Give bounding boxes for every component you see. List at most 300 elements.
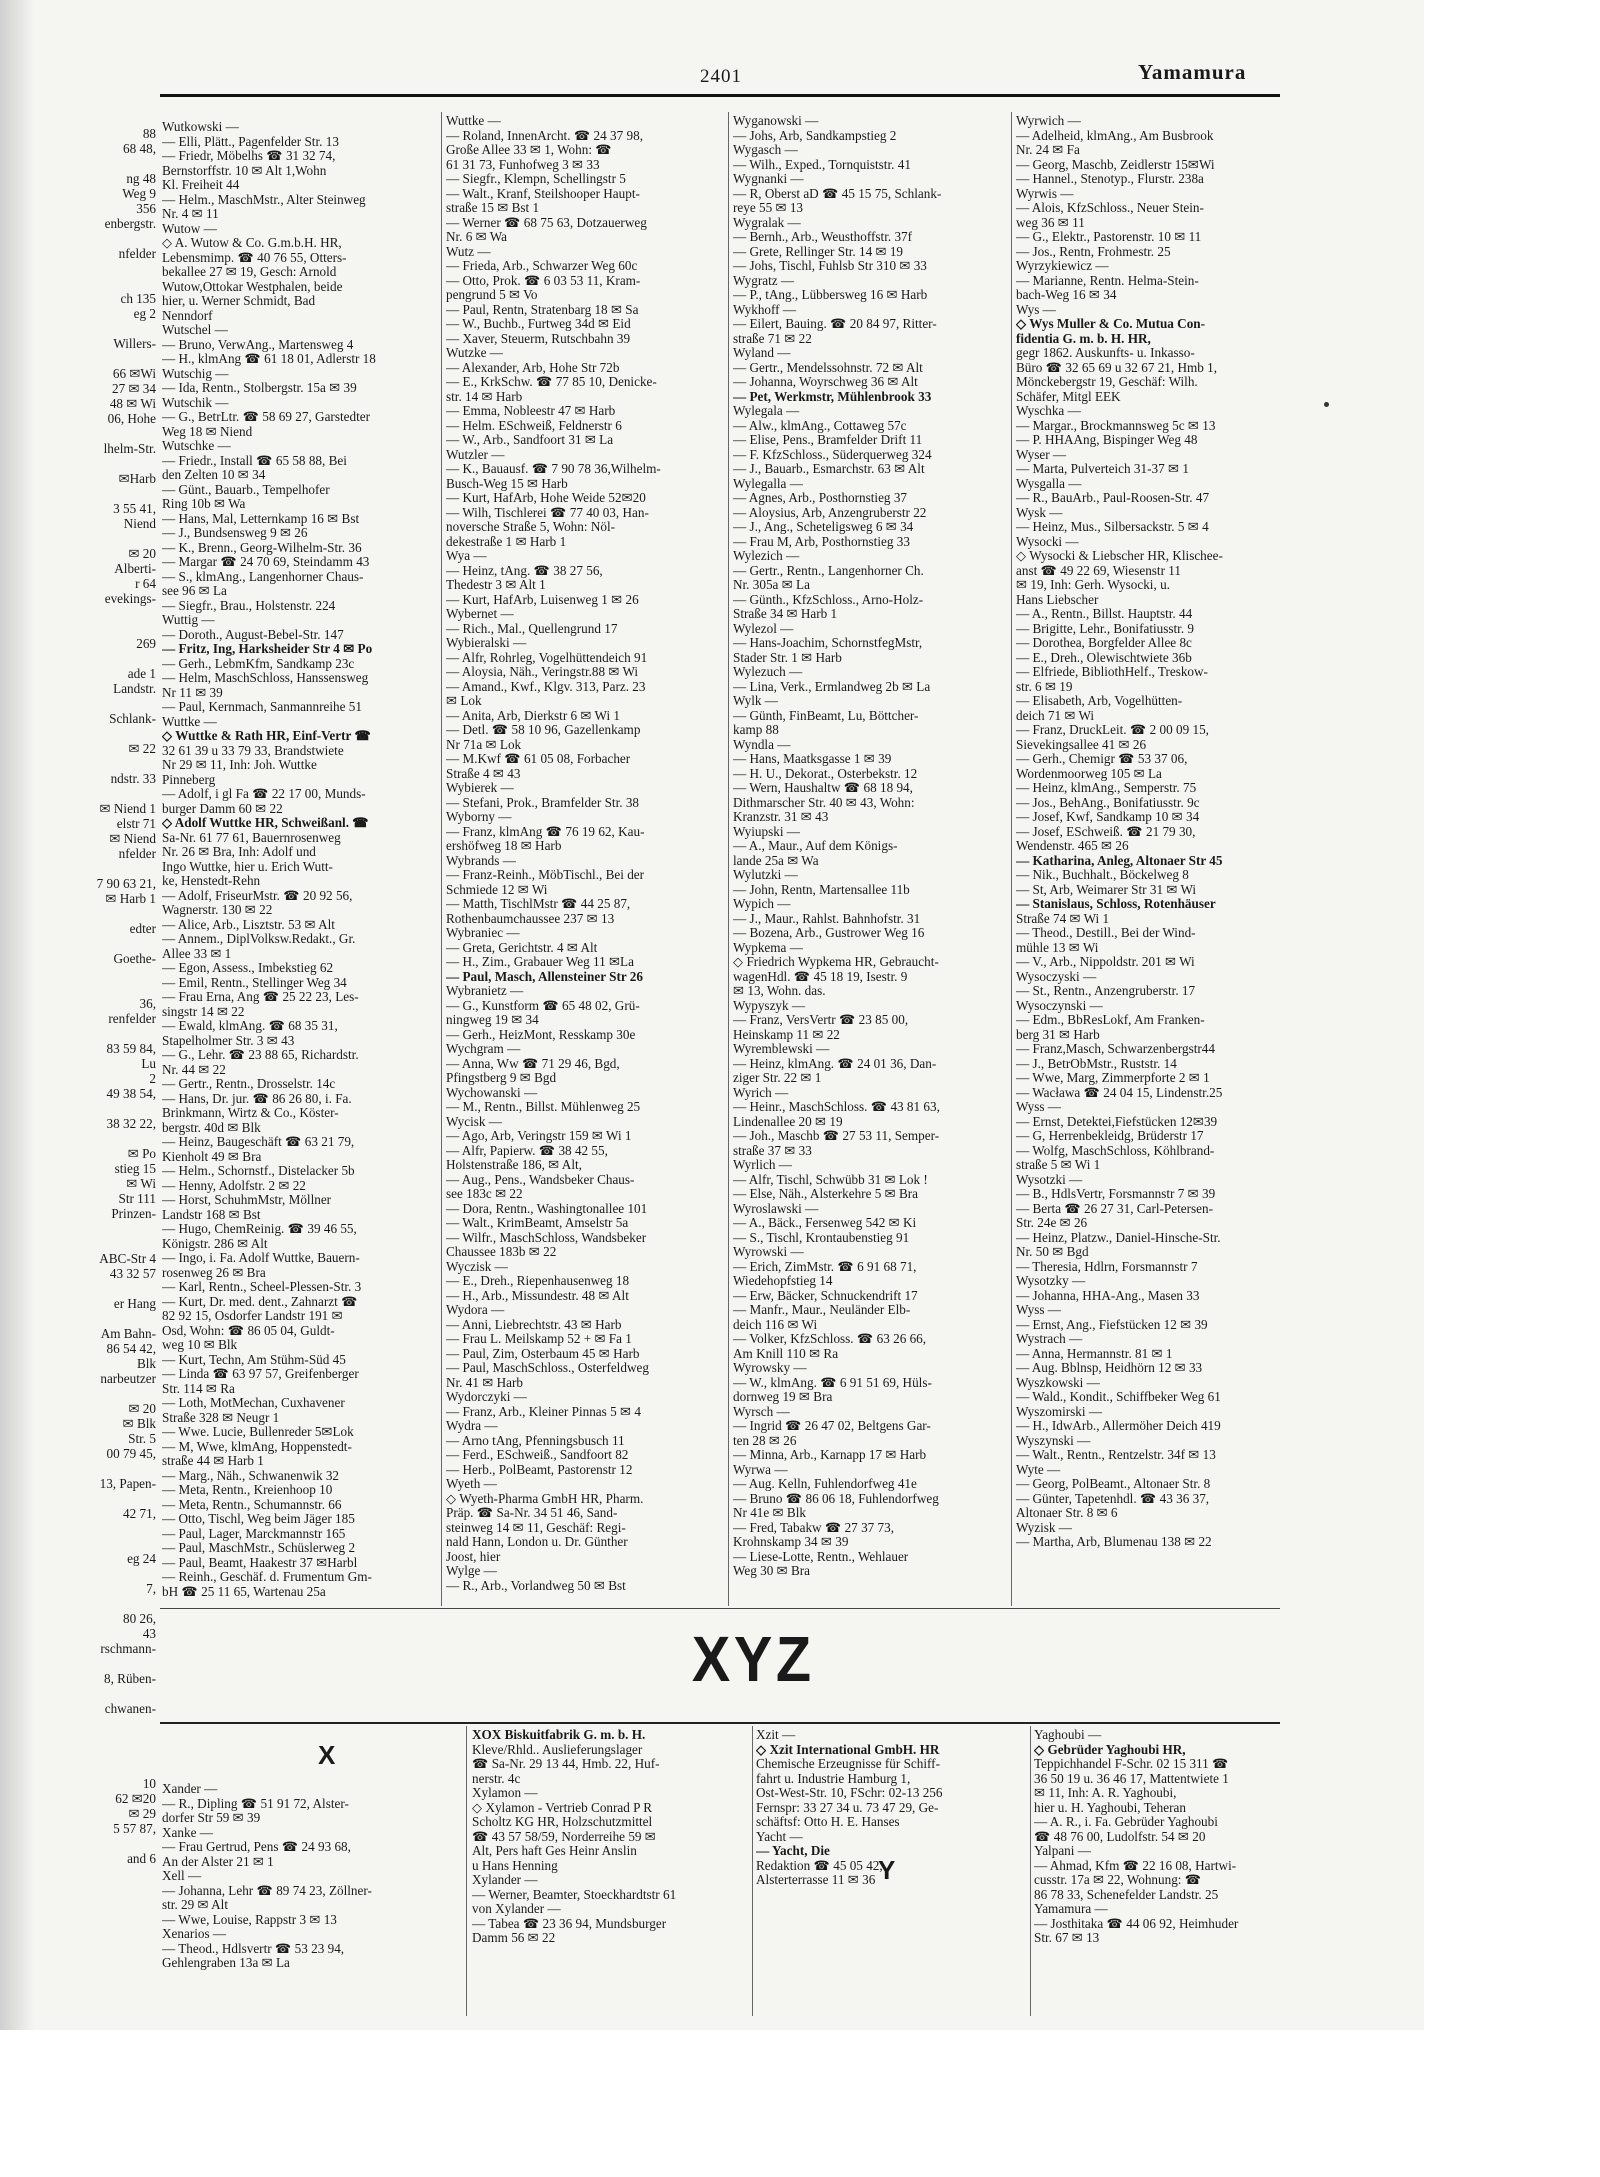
directory-entry: — Heinz, klmAng. ☎ 24 01 36, Dan- [733, 1056, 937, 1071]
entry-continuation: ten 28 ✉ 26 [733, 1433, 797, 1448]
surname-heading: Wybraniec — [446, 926, 520, 940]
entry-continuation: Schäfer, Mitgl EEK [1016, 389, 1121, 404]
directory-entry: — R., Dipling ☎ 51 91 72, Alster- [162, 1796, 349, 1811]
directory-entry: — K., Brenn., Georg-Wilhelm-Str. 36 [162, 540, 362, 555]
surname-heading: Wysotzki — [1016, 1172, 1083, 1187]
entry-continuation: hier, u. Werner Schmidt, Bad [162, 294, 316, 308]
prev-page-fragment: 00 79 45, [106, 1446, 156, 1461]
prev-page-fragment [0, 1221, 160, 1236]
surname-heading: Wyeth — [446, 1477, 497, 1491]
directory-entry: — Agnes, Arb., Posthornstieg 37 [733, 491, 908, 505]
entry-continuation: fahrt u. Industrie Hamburg 1, [756, 1771, 911, 1786]
directory-entry: — Ingo, i. Fa. Adolf Wuttke, Bauern- [162, 1251, 360, 1265]
entry-continuation: bekallee 27 ✉ 19, Gesch: Arnold [162, 265, 337, 279]
surname-heading: Wykhoff — [733, 302, 797, 317]
prev-page-fragment: Willers- [113, 336, 156, 351]
lower-column-1 [162, 1782, 462, 2012]
directory-entry: ◇ Adolf Wuttke HR, Schweißanl. ☎ [162, 816, 369, 830]
entry-continuation: Nenndorf [162, 308, 213, 323]
directory-entry: — Henny, Adolfstr. 2 ✉ 22 [162, 1178, 306, 1193]
directory-entry: — Margar ☎ 24 70 69, Steindamm 43 [162, 555, 370, 569]
entry-continuation: Osd, Wohn: ☎ 86 05 04, Guldt- [162, 1323, 335, 1338]
surname-heading: Wyborny — [446, 810, 512, 824]
surname-heading: Xenarios — [162, 1927, 227, 1941]
directory-entry: — G., Lehr. ☎ 23 88 65, Richardstr. [162, 1048, 359, 1062]
prev-page-fragment [0, 1131, 160, 1146]
page-number: 2401 [700, 66, 742, 87]
entry-continuation: noversche Straße 5, Wohn: Nöl- [446, 520, 615, 534]
directory-entry: — Alw., klmAng., Cottaweg 57c [733, 418, 907, 433]
entry-continuation: straße 15 ✉ Bst 1 [446, 201, 540, 215]
surname-heading: Wylutzki — [733, 868, 798, 882]
entry-continuation: Lindenallee 20 ✉ 19 [733, 1114, 843, 1129]
directory-entry: — R., Arb., Vorlandweg 50 ✉ Bst [446, 1578, 626, 1593]
prev-page-fragment: ✉ Blk [122, 1416, 156, 1431]
directory-entry: — Wald., Kondit., Schiffbeker Weg 61 [1016, 1390, 1221, 1404]
directory-entry: — Siegfr., Brau., Holstenstr. 224 [162, 598, 336, 613]
surname-heading: Wyiupski — [733, 824, 800, 839]
prev-page-fragment: Niend [123, 516, 156, 531]
entry-continuation: ✉ 19, Inh: Gerh. Wysocki, u. [1016, 578, 1170, 592]
prev-page-fragment: 80 26, [123, 1611, 156, 1626]
entry-continuation: Nr 71a ✉ Lok [446, 737, 522, 752]
entry-continuation: burger Damm 60 ✉ 22 [162, 801, 283, 816]
prev-page-fragment [0, 1656, 160, 1671]
entry-continuation: Präp. ☎ Sa-Nr. 34 51 46, Sand- [446, 1506, 618, 1520]
directory-entry: — Ewald, klmAng. ☎ 68 35 31, [162, 1019, 338, 1033]
entry-continuation: Rothenbaumchaussee 237 ✉ 13 [446, 911, 615, 926]
entry-continuation: Nr 11 ✉ 39 [162, 685, 223, 700]
directory-entry: — G., Kunstform ☎ 65 48 02, Grü- [446, 998, 640, 1013]
scan-margin-bottom [0, 2030, 1424, 2177]
entry-continuation: reye 55 ✉ 13 [733, 201, 804, 215]
directory-entry: — Wwe, Louise, Rappstr 3 ✉ 13 [162, 1912, 337, 1927]
section-rule [160, 1722, 1280, 1724]
directory-entry: — J., Ang., Scheteligsweg 6 ✉ 34 [733, 520, 914, 534]
prev-page-fragment: 8, Rüben- [103, 1671, 156, 1686]
directory-entry: — Eilert, Bauing. ☎ 20 84 97, Ritter- [733, 317, 937, 331]
directory-entry: — Theresia, Hdlrn, Forsmannstr 7 [1016, 1259, 1198, 1274]
prev-page-fragment [0, 1686, 160, 1701]
prev-page-fragment [0, 261, 160, 276]
surname-heading: Wyroslawski — [733, 1201, 819, 1216]
entry-continuation: mühle 13 ✉ Wi [1016, 940, 1099, 955]
directory-entry: — Linda ☎ 63 97 57, Greifenberger [162, 1367, 359, 1381]
surname-heading: Wys — [1016, 302, 1056, 317]
entry-continuation: Ost-West-Str. 10, FSchr: 02-13 256 [756, 1786, 943, 1800]
directory-entry: — Katharina, Anleg, Altonaer Str 45 [1016, 853, 1223, 868]
directory-entry: — Bruno, VerwAng., Martensweg 4 [162, 337, 354, 352]
directory-entry: — Roland, InnenArcht. ☎ 24 37 98, [446, 128, 643, 143]
directory-entry: — Gerh., HeizMont, Resskamp 30e [446, 1027, 636, 1042]
directory-entry: — Fritz, Ing, Harksheider Str 4 ✉ Po [162, 642, 373, 656]
entry-continuation: Nr 41e ✉ Blk [733, 1506, 806, 1520]
prev-page-fragment: enbergstr. [104, 216, 156, 231]
entry-continuation: 32 61 39 u 33 79 33, Brandstwiete [162, 743, 344, 758]
directory-entry: — Aug., Pens., Wandsbeker Chaus- [446, 1172, 635, 1187]
entry-continuation: Schmiede 12 ✉ Wi [446, 882, 548, 897]
surname-heading: Wysoczynski — [1016, 998, 1103, 1013]
entry-continuation: Mönckebergstr 19, Geschäf: Wilh. [1016, 375, 1198, 389]
directory-entry: — Arno tAng, Pfenningsbusch 11 [446, 1433, 625, 1448]
surname-heading: Xander — [162, 1782, 218, 1796]
directory-entry: — Stanislaus, Schloss, Rotenhäuser [1016, 897, 1216, 911]
directory-entry: — St., Rentn., Anzengruberstr. 17 [1016, 984, 1196, 998]
entry-continuation: nald Hann, London u. Dr. Günther [446, 1535, 628, 1549]
directory-entry: — Loth, MotMechan, Cuxhavener [162, 1396, 345, 1410]
entry-continuation: Teppichhandel F-Schr. 02 15 311 ☎ [1034, 1757, 1229, 1771]
entry-continuation: anst ☎ 49 22 69, Wiesenstr 11 [1016, 563, 1181, 578]
directory-entry: — M., Rentn., Billst. Mühlenweg 25 [446, 1100, 641, 1114]
directory-entry: — Helm, MaschSchloss, Hanssensweg [162, 671, 369, 685]
directory-entry: ◇ Gebrüder Yaghoubi HR, [1034, 1742, 1186, 1757]
prev-page-fragment: ndstr. 33 [110, 771, 156, 786]
entry-continuation: Heinskamp 11 ✉ 22 [733, 1027, 840, 1042]
directory-entry: — Volker, KfzSchloss. ☎ 63 26 66, [733, 1332, 927, 1346]
surname-heading: Wyrsch — [733, 1404, 790, 1419]
columns-bottom-rule [160, 1608, 1280, 1609]
directory-entry: — Bernh., Arb., Weusthoffstr. 37f [733, 230, 913, 244]
prev-page-fragment: ✉ 20 [128, 546, 156, 561]
directory-entry: — H., IdwArb., Allermöher Deich 419 [1016, 1419, 1221, 1433]
directory-entry: — Egon, Assess., Imbekstieg 62 [162, 961, 334, 975]
entry-continuation: Holstenstraße 186, ✉ Alt, [446, 1158, 582, 1172]
entry-continuation: Königstr. 286 ✉ Alt [162, 1236, 268, 1251]
prev-page-fragment [0, 276, 160, 291]
entry-continuation: Altonaer Str. 8 ✉ 6 [1016, 1506, 1118, 1520]
directory-entry: — M, Wwe, klmAng, Hoppenstedt- [162, 1439, 352, 1454]
prev-page-fragment: Blk [136, 1356, 156, 1371]
directory-entry: — Annem., DiplVolksw.Redakt., Gr. [162, 932, 356, 946]
prev-page-fragment [0, 726, 160, 741]
directory-entry: — W., klmAng. ☎ 6 91 51 69, Hüls- [733, 1375, 932, 1390]
entry-continuation: ✉ 11, Inh: A. R. Yaghoubi, [1034, 1786, 1177, 1800]
directory-entry: — Heinz, tAng. ☎ 38 27 56, [446, 563, 603, 578]
entry-continuation: Fernspr: 33 27 34 u. 73 47 29, Ge- [756, 1800, 939, 1815]
directory-entry: — Lina, Verk., Ermlandweg 2b ✉ La [733, 679, 931, 694]
entry-continuation: Brinkmann, Wirtz & Co., Köster- [162, 1106, 339, 1120]
entry-continuation: steinweg 14 ✉ 11, Geschäf: Regi- [446, 1520, 626, 1535]
directory-entry: — Aug. Kelln, Fuhlendorfweg 41e [733, 1477, 917, 1491]
surname-heading: Wuttke — [446, 114, 501, 128]
surname-heading: Wutzke — [446, 346, 503, 360]
directory-entry: — Kurt, Techn, Am Stühm-Süd 45 [162, 1352, 346, 1367]
entry-continuation: Wagnerstr. 130 ✉ 22 [162, 903, 273, 917]
directory-entry: — R, Oberst aD ☎ 45 15 75, Schlank- [733, 186, 942, 201]
directory-entry: — P., tAng., Lübbersweg 16 ✉ Harb [733, 288, 928, 302]
directory-entry: — Paul, Lager, Marckmannstr 165 [162, 1526, 346, 1541]
surname-heading: Xell — [162, 1869, 202, 1883]
prev-page-fragment [0, 1731, 160, 1746]
directory-entry: — St, Arb, Weimarer Str 31 ✉ Wi [1016, 882, 1197, 897]
directory-entry: ◇ Wuttke & Rath HR, Einf-Vertr ☎ [162, 729, 371, 743]
directory-entry: — Detl. ☎ 58 10 96, Gazellenkamp [446, 723, 641, 737]
surname-heading: Wyschka — [1016, 404, 1081, 418]
directory-entry: — E., Dreh., Riepenhausenweg 18 [446, 1274, 630, 1288]
entry-continuation: Lebensmimp. ☎ 40 76 55, Otters- [162, 250, 347, 265]
prev-page-fragment: Str. 5 [128, 1431, 156, 1446]
prev-page-fragment [0, 426, 160, 441]
directory-entry: — Bozena, Arb., Gustrower Weg 16 [733, 926, 925, 940]
surname-heading: Wyremblewski — [733, 1042, 830, 1056]
entry-continuation: see 96 ✉ La [162, 584, 227, 598]
directory-entry: — Matth, TischlMstr ☎ 44 25 87, [446, 897, 631, 911]
directory-entry: — Werner ☎ 68 75 63, Dotzauerweg [446, 215, 647, 230]
entry-continuation: dekestraße 1 ✉ Harb 1 [446, 534, 567, 549]
directory-entry: — Fred, Tabakw ☎ 27 37 73, [733, 1520, 895, 1535]
surname-heading: Wysoczyski — [1016, 969, 1097, 984]
surname-heading: Wybieralski — [446, 636, 527, 650]
column-divider [466, 1726, 467, 2016]
prev-page-fragment: 68 48, [123, 141, 156, 156]
surname-heading: Wya — [446, 549, 487, 563]
prev-page-fragment: 43 32 57 [109, 1266, 156, 1281]
prev-page-fragment [0, 1281, 160, 1296]
directory-entry: — H., Arb., Missundestr. 48 ✉ Alt [446, 1288, 629, 1303]
surname-heading: Wygnanki — [733, 172, 804, 186]
entry-continuation: Nr. 50 ✉ Bgd [1016, 1245, 1089, 1259]
prev-page-fragment: 66 ✉Wi [112, 366, 156, 381]
directory-entry: — Gertr., Rentn., Langenhorner Ch. [733, 563, 924, 578]
surname-heading: Wydra — [446, 1419, 498, 1433]
surname-heading: Wutschig — [162, 366, 229, 381]
directory-entry: — E., Dreh., Olewischtwiete 36b [1016, 650, 1192, 665]
prev-page-fragment [0, 981, 160, 996]
prev-page-fragment: eg 24 [127, 1551, 156, 1566]
directory-entry: — Günth., KfzSchloss., Arno-Holz- [733, 592, 924, 607]
entry-continuation: deich 71 ✉ Wi [1016, 708, 1095, 723]
directory-entry: — Theod., Destill., Bei der Wind- [1016, 926, 1196, 940]
entry-continuation: ✉ Lok [446, 694, 482, 708]
directory-entry: — Anni, Liebrechtstr. 43 ✉ Harb [446, 1317, 622, 1332]
directory-entry: — P. HHAAng, Bispinger Weg 48 [1016, 433, 1198, 447]
prev-page-fragment: 27 ✉ 34 [111, 381, 156, 396]
scan-speck [1324, 402, 1329, 407]
surname-heading: Wybranietz — [446, 984, 524, 998]
directory-entry: — Ago, Arb, Veringstr 159 ✉ Wi 1 [446, 1129, 632, 1143]
directory-entry: — F. KfzSchloss., Süderquerweg 324 [733, 447, 932, 462]
prev-page-fragment [0, 231, 160, 246]
prev-page-fragment: stieg 15 [114, 1161, 156, 1176]
entry-continuation: 61 31 73, Funhofweg 3 ✉ 33 [446, 157, 600, 172]
prev-page-fragment: Goethe- [113, 951, 156, 966]
prev-page-fragment [0, 1761, 160, 1776]
directory-entry: — Franz, DruckLeit. ☎ 2 00 09 15, [1016, 723, 1209, 737]
surname-heading: Wygratz — [733, 273, 795, 288]
entry-continuation: Pfingstberg 9 ✉ Bgd [446, 1071, 557, 1085]
entry-continuation: Große Allee 33 ✉ 1, Wohn: ☎ [446, 143, 612, 157]
prev-page-fragment: 48 ✉ Wi [109, 396, 156, 411]
directory-entry: — Ernst, Ang., Fiefstücken 12 ✉ 39 [1016, 1317, 1208, 1332]
prev-page-fragment: Str 111 [118, 1191, 156, 1206]
previous-page-column-fragment [0, 126, 160, 1956]
directory-entry: — Alice, Arb., Lisztstr. 53 ✉ Alt [162, 917, 335, 932]
entry-continuation: Busch-Weg 15 ✉ Harb [446, 476, 568, 491]
entry-continuation: Stapelholmer Str. 3 ✉ 43 [162, 1033, 295, 1048]
directory-entry: — Joh., Maschb ☎ 27 53 11, Semper- [733, 1129, 940, 1143]
surname-heading: Wyszomirski — [1016, 1404, 1103, 1419]
column-divider [728, 112, 729, 1606]
prev-page-fragment: rschmann- [100, 1641, 156, 1656]
directory-entry: — Johs, Arb, Sandkampstieg 2 [733, 128, 897, 143]
surname-heading: Wyland — [733, 346, 791, 360]
prev-page-fragment [0, 906, 160, 921]
directory-entry: — Hans, Maatksgasse 1 ✉ 39 [733, 752, 892, 766]
surname-heading: Wylegala — [733, 404, 800, 418]
directory-entry: — Josef, Kwf, Sandkamp 10 ✉ 34 [1016, 810, 1200, 824]
directory-entry: — Wwe, Marg, Zimmerpforte 2 ✉ 1 [1016, 1071, 1210, 1085]
prev-page-fragment: 83 59 84, [106, 1041, 156, 1056]
directory-entry: — Siegfr., Klempn, Schellingstr 5 [446, 172, 626, 186]
prev-page-fragment: nfelder [118, 846, 156, 861]
surname-heading: Wyrowski — [733, 1245, 804, 1259]
prev-page-fragment [0, 351, 160, 366]
directory-entry: — Heinz, klmAng., Semperstr. 75 [1016, 781, 1197, 795]
directory-entry: — Ferd., ESchweiß., Sandfoort 82 [446, 1448, 629, 1462]
scan-margin-right [1424, 0, 1600, 2177]
prev-page-fragment: elstr 71 [116, 816, 156, 831]
directory-column-2 [446, 114, 726, 1606]
directory-entry: — Anita, Arb, Dierkstr 6 ✉ Wi 1 [446, 708, 621, 723]
surname-heading: Wypich — [733, 897, 791, 911]
entry-continuation: Chemische Erzeugnisse für Schiff- [756, 1757, 940, 1771]
entry-continuation: Dithmarscher Str. 40 ✉ 43, Wohn: [733, 795, 915, 810]
entry-continuation: Ingo Wuttke, hier u. Erich Wutt- [162, 859, 333, 874]
directory-entry: — Frau Gertrud, Pens ☎ 24 93 68, [162, 1840, 351, 1854]
directory-entry: — Greta, Gerichtstr. 4 ✉ Alt [446, 940, 598, 955]
prev-page-fragment: ✉ 20 [128, 1401, 156, 1416]
directory-entry: — Theod., Hdlsvertr ☎ 53 23 94, [162, 1941, 345, 1956]
directory-entry: — R., BauArb., Paul-Roosen-Str. 47 [1016, 491, 1210, 505]
prev-page-fragment: ✉ Wi [126, 1176, 156, 1191]
directory-entry: ◇ Friedrich Wypkema HR, Gebraucht- [733, 955, 939, 969]
directory-entry: — Wwe. Lucie, Bullenreder 5✉Lok [162, 1425, 354, 1439]
directory-entry: — Pet, Werkmstr, Mühlenbrook 33 [733, 389, 932, 404]
surname-heading: Wyrlich — [733, 1158, 792, 1172]
surname-heading: Wyrwis — [1016, 186, 1074, 201]
prev-page-fragment: eg 2 [133, 306, 156, 321]
surname-heading: Wysocki — [1016, 534, 1079, 549]
directory-entry: — Gertr., Rentn., Drosselstr. 14c [162, 1077, 336, 1091]
entry-continuation: Kranzstr. 31 ✉ 43 [733, 810, 829, 824]
prev-page-fragment: 3 55 41, [113, 501, 156, 516]
directory-entry: — Aug. Bblnsp, Heidhörn 12 ✉ 33 [1016, 1361, 1203, 1375]
surname-heading: Wyrich — [733, 1085, 789, 1100]
entry-continuation: deich 116 ✉ Wi [733, 1317, 818, 1332]
entry-continuation: Chaussee 183b ✉ 22 [446, 1245, 557, 1259]
entry-continuation: str. 14 ✉ Harb [446, 389, 523, 404]
directory-entry: — M.Kwf ☎ 61 05 08, Forbacher [446, 752, 631, 766]
directory-entry: — Otto, Tischl, Weg beim Jäger 185 [162, 1512, 355, 1526]
entry-continuation: bH ☎ 25 11 65, Wartenau 25a [162, 1584, 326, 1599]
prev-page-fragment: Prinzen- [111, 1206, 156, 1221]
directory-entry: — Hans-Joachim, SchornstfegMstr, [733, 636, 923, 650]
directory-entry: — H. U., Dekorat., Osterbekstr. 12 [733, 766, 918, 781]
prev-page-fragment: 13, Papen- [99, 1476, 156, 1491]
prev-page-fragment: 06, Hohe [107, 411, 156, 426]
directory-entry: — H., klmAng ☎ 61 18 01, Adlerstr 18 [162, 352, 376, 366]
surname-heading: Wyss — [1016, 1100, 1061, 1114]
directory-entry: — Frau Erna, Ang ☎ 25 22 23, Les- [162, 990, 359, 1004]
entry-continuation: Landstr 168 ✉ Bst [162, 1207, 261, 1222]
prev-page-fragment: Schlank- [109, 711, 156, 726]
column-divider [1030, 1726, 1031, 2016]
directory-entry: — Minna, Arb., Karnapp 17 ✉ Harb [733, 1448, 927, 1462]
directory-entry: — Gerh., LebmKfm, Sandkamp 23c [162, 656, 355, 671]
entry-continuation: Alsterterrasse 11 ✉ 36 [756, 1873, 876, 1887]
directory-entry: — Frieda, Arb., Schwarzer Weg 60c [446, 259, 638, 273]
directory-entry: ◇ Wysocki & Liebscher HR, Klischee- [1016, 549, 1223, 563]
prev-page-fragment [0, 1596, 160, 1611]
prev-page-fragment: ABC-Str 4 [99, 1251, 156, 1266]
prev-page-fragment [0, 606, 160, 621]
directory-entry: — Tabea ☎ 23 36 94, Mundsburger [472, 1916, 667, 1931]
section-heading-xyz: XYZ [691, 1623, 815, 1695]
surname-heading: Xylander — [472, 1873, 538, 1887]
surname-heading: Wylk — [733, 694, 778, 708]
prev-page-fragment: ✉ Niend 1 [99, 801, 156, 816]
entry-continuation: cusstr. 17a ✉ 22, Wohnung: ☎ [1034, 1873, 1202, 1887]
directory-entry: — Wilh., Exped., Tornquiststr. 41 [733, 157, 911, 172]
prev-page-fragment [0, 1386, 160, 1401]
prev-page-fragment: 269 [136, 636, 156, 651]
entry-continuation: wagenHdl. ☎ 45 18 19, Isestr. 9 [733, 969, 908, 984]
entry-continuation: weg 10 ✉ Blk [162, 1338, 238, 1352]
directory-entry: — Elise, Pens., Bramfelder Drift 11 [733, 433, 923, 447]
directory-entry: — Heinz, Baugeschäft ☎ 63 21 79, [162, 1135, 355, 1149]
entry-continuation: Damm 56 ✉ 22 [472, 1931, 556, 1945]
directory-entry: — Alois, KfzSchloss., Neuer Stein- [1016, 201, 1204, 215]
surname-heading: Yalpani — [1034, 1844, 1091, 1858]
directory-entry: — Wolfg, MaschSchloss, Köhlbrand- [1016, 1143, 1215, 1158]
directory-entry: ◇ Wys Muller & Co. Mutua Con- [1016, 317, 1206, 331]
prev-page-fragment [0, 1461, 160, 1476]
entry-continuation: Krohnskamp 34 ✉ 39 [733, 1535, 849, 1549]
column-divider [1011, 112, 1012, 1606]
surname-heading: Wypkema — [733, 940, 803, 955]
entry-continuation: Wordenmoorweg 105 ✉ La [1016, 766, 1162, 781]
prev-page-fragment: Alberti- [114, 561, 156, 576]
directory-entry: — Frau L. Meilskamp 52 + ✉ Fa 1 [446, 1332, 632, 1346]
surname-heading: Wypyszyk — [733, 998, 806, 1013]
surname-heading: Wychgram — [446, 1042, 521, 1056]
directory-entry: — Aloysius, Arb, Anzengruberstr 22 [733, 505, 927, 520]
entry-continuation: Wutow,Ottokar Westphalen, beide [162, 279, 343, 294]
directory-entry: — Adolf, i gl Fa ☎ 22 17 00, Munds- [162, 787, 366, 801]
prev-page-fragment: 49 38 54, [106, 1086, 156, 1101]
prev-page-fragment [0, 1521, 160, 1536]
entry-continuation: Wendenstr. 465 ✉ 26 [1016, 839, 1129, 853]
directory-entry: — Kurt, Dr. med. dent., Zahnarzt ☎ [162, 1294, 358, 1309]
directory-entry: — Günter, Tapetenhdl. ☎ 43 36 37, [1016, 1491, 1210, 1506]
surname-heading: Wyser — [1016, 447, 1067, 462]
prev-page-fragment [0, 936, 160, 951]
prev-page-fragment: nfelder [118, 246, 156, 261]
directory-entry: — S., Tischl, Krontaubenstieg 91 [733, 1230, 910, 1245]
entry-continuation: dorfer Str 59 ✉ 39 [162, 1811, 261, 1825]
prev-page-fragment [0, 651, 160, 666]
prev-page-fragment: 7 90 63 21, [96, 876, 156, 891]
directory-entry: — Xaver, Steuerm, Rutschbahn 39 [446, 331, 631, 346]
directory-entry: — Alfr, Tischl, Schwübb 31 ✉ Lok ! [733, 1172, 928, 1187]
surname-heading: Wydora — [446, 1303, 505, 1317]
prev-page-fragment: ng 48 [126, 171, 156, 186]
directory-entry: — Hans, Dr. jur. ☎ 86 26 80, i. Fa. [162, 1091, 352, 1106]
directory-entry: — K., Bauausf. ☎ 7 90 78 36,Wilhelm- [446, 462, 661, 476]
directory-entry: — W., Arb., Sandfoort 31 ✉ La [446, 433, 614, 447]
directory-entry: — Nik., Buchhalt., Böckelweg 8 [1016, 868, 1189, 882]
prev-page-fragment: 356 [136, 201, 156, 216]
